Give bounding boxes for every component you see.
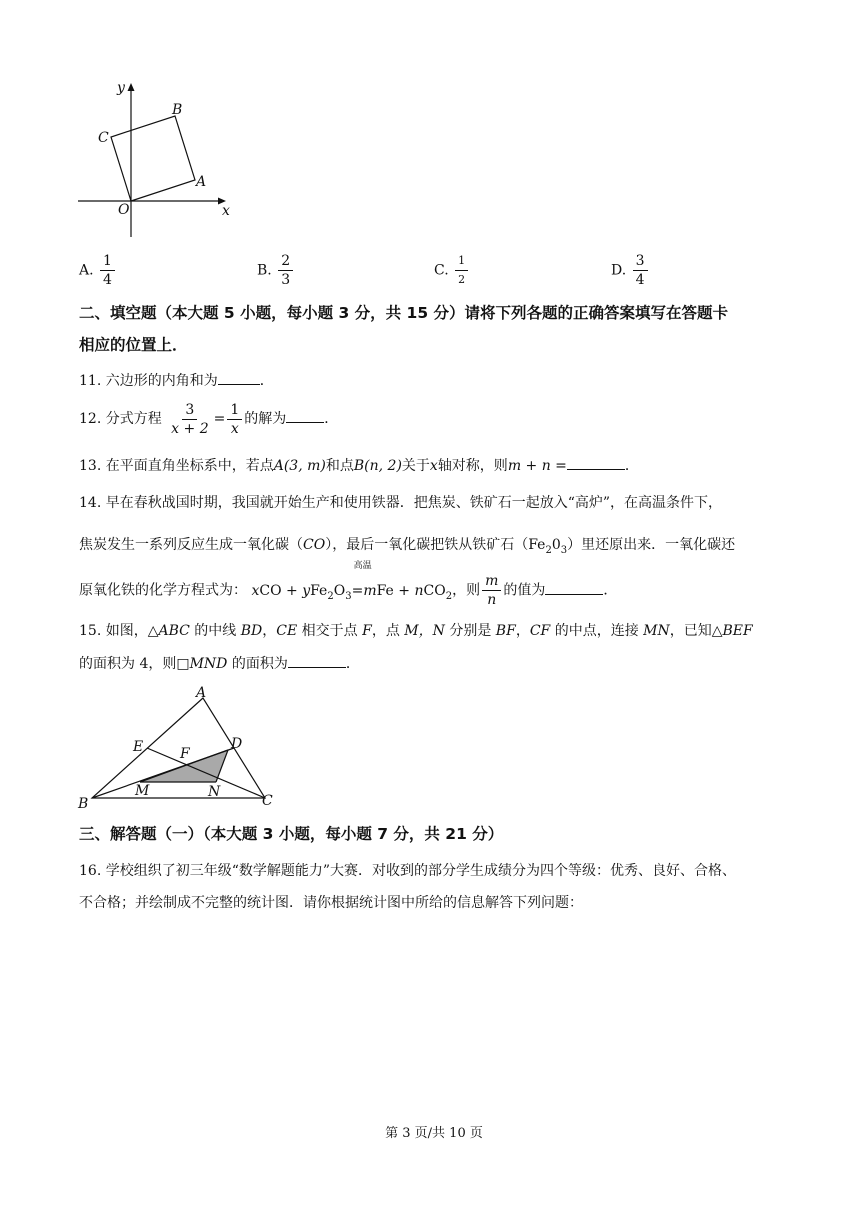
option-b-label: B. — [257, 262, 272, 279]
option-c — [434, 252, 470, 289]
q15-line2a: 的面积为 4，则 — [79, 656, 177, 672]
q13-end: ． — [624, 458, 639, 474]
q15-mn-pts: M，N — [404, 623, 445, 639]
q15-t2: 的中线 — [189, 623, 241, 639]
option-b — [257, 252, 295, 289]
section-2-heading-line2: 相应的位置上． — [79, 336, 188, 354]
q15-mnd: □MND — [176, 656, 228, 672]
q14-eq-o-sub: 3 — [345, 590, 352, 602]
q14-eq-fe2: Fe + — [376, 582, 415, 599]
label-e: E — [133, 739, 144, 755]
answer-blank-11 — [218, 370, 260, 385]
question-14-line2 — [79, 535, 735, 561]
q14-line3c: 的值为 — [503, 582, 546, 599]
label-y: y — [117, 80, 125, 96]
label-a: A — [196, 174, 207, 190]
q14-end: ． — [603, 582, 618, 599]
option-b-num: 2 — [278, 252, 293, 271]
option-d-den: 4 — [635, 272, 645, 288]
label-d: D — [231, 736, 243, 752]
q15-t5: ，点 — [371, 623, 405, 639]
q15-t8: 的中点，连接 — [550, 623, 644, 639]
q14-co: CO — [303, 537, 326, 553]
q13-x: x — [429, 458, 438, 474]
option-c-den: 2 — [458, 273, 466, 286]
page-footer: 第 3 页/共 10 页 — [385, 1126, 483, 1141]
q14-eq-co2-sub: 2 — [445, 590, 453, 602]
q14-eq-sign — [351, 560, 372, 609]
label-f: F — [180, 746, 190, 762]
q14-line3a: 原氧化铁的化学方程式为： — [79, 582, 247, 599]
q14-line2a: 焦炭发生一系列反应生成一氧化碳（ — [79, 537, 303, 553]
question-15-line1 — [79, 621, 753, 641]
section-3-heading: 三、解答题（一）（本大题 3 小题，每小题 7 分，共 21 分） — [79, 825, 504, 843]
q15-tri: △ABC — [147, 623, 190, 639]
question-16-line1: 16. 学校组织了初三年级“数学解题能力”大赛．对收到的部分学生成绩分为四个等级：优秀、良好、合格、 — [79, 863, 737, 879]
q13-expr: m + n = — [507, 458, 567, 474]
answer-blank-13 — [567, 455, 625, 470]
question-14-line1: 14. 早在春秋战国时期，我国就开始生产和使用铁器．把焦炭、铁矿石一起放入“高炉”，在高温条件下， — [79, 495, 723, 511]
q14-line3b: ，则 — [452, 582, 481, 599]
question-12 — [79, 400, 338, 438]
section-2-heading-line1: 二、填空题（本大题 5 小题，每小题 3 分，共 15 分）请将下列各题的正确答案填写在答题卡 — [79, 304, 729, 322]
option-b-fraction — [278, 252, 293, 289]
question-13 — [79, 455, 639, 476]
label-o: O — [118, 202, 130, 218]
q15-bef: △BEF — [711, 623, 753, 639]
label-b: B — [172, 102, 183, 118]
option-a-den: 4 — [103, 272, 112, 288]
q13-point-b-args: (n, 2) — [364, 458, 402, 474]
q14-eq-n: n — [414, 582, 424, 599]
square-oabc — [111, 116, 195, 201]
label-n: N — [208, 784, 221, 800]
q13-t3: 关于 — [401, 458, 430, 474]
question-12-end: ． — [324, 411, 339, 427]
question-12-lhs-fraction — [168, 401, 211, 438]
q15-t7: ， — [515, 623, 530, 639]
q14-o-text: 0 — [551, 537, 561, 553]
q14-eq-equals: = — [351, 582, 364, 599]
option-c-fraction — [455, 252, 468, 289]
q15-t4: 相交于点 — [297, 623, 363, 639]
q14-eq-co2: CO — [423, 582, 446, 599]
question-14-line3 — [79, 560, 618, 614]
triangle-figure — [76, 684, 286, 814]
option-d-fraction — [633, 252, 648, 289]
option-a-num: 1 — [100, 252, 115, 271]
option-a — [79, 252, 117, 289]
q15-ce: CE — [276, 623, 298, 639]
q15-t6: 分别是 — [444, 623, 496, 639]
question-12-prefix: 12. 分式方程 — [79, 411, 162, 427]
question-11-text: 11. 六边形的内角和为 — [79, 373, 218, 389]
q15-bd: BD — [240, 623, 263, 639]
answer-blank-14 — [545, 580, 603, 595]
question-12-rhs-fraction — [227, 401, 242, 438]
q14-o-sub: 3 — [560, 544, 568, 556]
q13-point-b: B — [353, 458, 365, 474]
question-11 — [79, 370, 274, 391]
label-a: A — [196, 685, 207, 701]
q15-line2b: 的面积为 — [227, 656, 288, 672]
answer-blank-12 — [286, 408, 324, 423]
q14-line2b: ），最后一氧化碳把铁从铁矿石（ — [325, 537, 529, 553]
answer-blank-15 — [288, 653, 346, 668]
q12-rhs-den: x — [230, 420, 239, 437]
q14-frac-num: m — [482, 572, 501, 591]
coordinate-square-figure — [76, 74, 246, 244]
q15-end: ． — [345, 656, 360, 672]
q13-t4: 轴对称，则 — [437, 458, 508, 474]
q15-t3: ， — [262, 623, 277, 639]
question-11-end: ． — [259, 373, 274, 389]
option-a-label: A. — [79, 262, 94, 279]
q14-equation — [251, 560, 453, 602]
q14-fe-sub: 2 — [545, 544, 552, 556]
q14-eq-y: y — [302, 582, 311, 599]
q13-point-a: A — [273, 458, 284, 474]
label-c: C — [262, 793, 273, 809]
q15-t9: ，已知 — [669, 623, 712, 639]
q14-fraction — [482, 572, 501, 609]
question-16-line2: 不合格；并绘制成不完整的统计图．请你根据统计图中所给的信息解答下列问题： — [79, 895, 583, 911]
label-x: x — [222, 203, 230, 219]
q12-rhs-num: 1 — [227, 401, 242, 420]
q13-t2: 和点 — [325, 458, 354, 474]
label-b: B — [78, 796, 89, 812]
option-d-num: 3 — [633, 252, 648, 271]
q14-eq-fe: Fe — [310, 582, 328, 599]
option-d-label: D. — [611, 262, 627, 279]
q15-f: F — [362, 623, 372, 639]
q12-equals: = — [213, 411, 226, 427]
option-c-label: C. — [434, 262, 449, 279]
q15-mn: MN — [643, 623, 670, 639]
label-c: C — [98, 130, 109, 146]
option-a-fraction — [100, 252, 115, 289]
q14-eq-fe-sub: 2 — [327, 590, 334, 602]
q14-fe-text: Fe — [528, 537, 546, 553]
q13-point-a-args: (3, m) — [283, 458, 326, 474]
q15-t1: 15. 如图， — [79, 623, 148, 639]
q14-eq-condition: 高温 — [353, 560, 372, 571]
q15-cf: CF — [529, 623, 551, 639]
question-15-line2 — [79, 653, 360, 674]
option-b-den: 3 — [281, 272, 291, 288]
q14-fe2o3 — [528, 537, 568, 556]
q14-frac-den: n — [487, 592, 497, 608]
q14-eq-x: x — [251, 582, 260, 599]
q14-eq-co: CO + — [259, 582, 303, 599]
y-axis-arrow — [128, 83, 135, 91]
question-12-suffix: 的解为 — [244, 411, 287, 427]
q15-bf: BF — [495, 623, 516, 639]
q12-lhs-den: x + 2 — [171, 420, 209, 437]
q14-eq-m: m — [363, 582, 377, 599]
q12-lhs-num: 3 — [182, 401, 197, 420]
label-m: M — [135, 783, 150, 799]
q13-t1: 13. 在平面直角坐标系中，若点 — [79, 458, 274, 474]
option-c-num: 1 — [455, 252, 468, 271]
q14-eq-o: O — [333, 582, 346, 599]
option-d — [611, 252, 650, 289]
q14-line2c: ）里还原出来．一氧化碳还 — [567, 537, 736, 553]
